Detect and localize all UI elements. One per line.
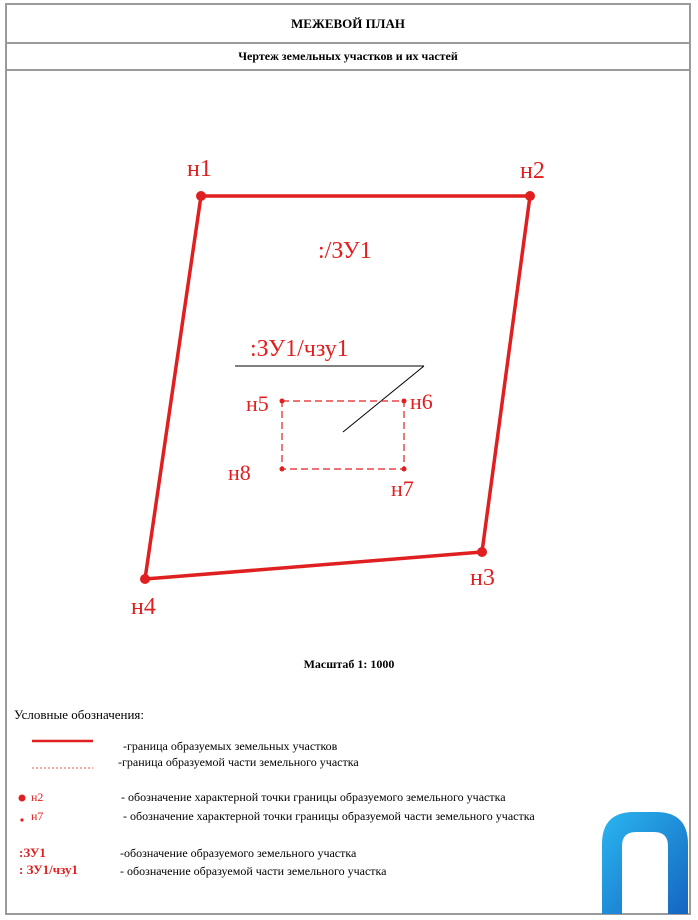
point-n1-marker — [196, 191, 206, 201]
point-n7-label: н7 — [391, 476, 414, 501]
point-n3-label: н3 — [470, 565, 495, 591]
legend-item-parcel-symbol: :ЗУ1 — [19, 845, 46, 860]
parcel-label: :/ЗУ1 — [318, 238, 372, 264]
page-subtitle-text: Чертеж земельных участков и их частей — [238, 49, 458, 63]
point-n3-marker — [477, 547, 487, 557]
point-n6-marker — [402, 399, 407, 404]
legend-item-parcel-boundary-text: -граница образуемых земельных участков — [123, 739, 338, 753]
legend-small-point-symbol — [20, 818, 23, 821]
point-n2-marker — [525, 191, 535, 201]
legend-item-point-symbol: н2 — [31, 790, 44, 804]
legend-item-parcel-text: -обозначение образуемого земельного участка — [120, 846, 357, 860]
legend-item-part-boundary-text: -граница образуемой части земельного участка — [118, 755, 359, 769]
part-label: :ЗУ1/чзу1 — [250, 336, 349, 362]
legend-item-part-point-text: - обозначение характерной точки границы образуемой части земельного участка — [123, 809, 535, 823]
legend-item-part-point-symbol: н7 — [31, 809, 44, 823]
point-n1-label: н1 — [187, 156, 212, 182]
brand-logo-icon — [600, 810, 690, 916]
part-boundary — [282, 401, 404, 469]
legend-item-part-text: - обозначение образуемой части земельного участка — [120, 864, 387, 878]
point-n8-label: н8 — [228, 460, 251, 485]
legend-large-point-symbol — [19, 795, 26, 802]
point-n4-marker — [140, 574, 150, 584]
point-n4-label: н4 — [131, 594, 156, 620]
page-title-text: МЕЖЕВОЙ ПЛАН — [291, 15, 405, 31]
point-n2-label: н2 — [520, 158, 545, 184]
point-n5-marker — [280, 399, 285, 404]
legend-title: Условные обозначения: — [14, 707, 145, 722]
legend-item-part-symbol: : ЗУ1/чзу1 — [19, 862, 79, 877]
point-n6-label: н6 — [410, 389, 433, 414]
point-n8-marker — [280, 467, 285, 472]
point-n5-label: н5 — [246, 391, 269, 416]
legend-item-point-text: - обозначение характерной точки границы образуемого земельного участка — [121, 790, 506, 804]
point-n7-marker — [402, 467, 407, 472]
scale-text: Масштаб 1: 1000 — [303, 657, 395, 671]
